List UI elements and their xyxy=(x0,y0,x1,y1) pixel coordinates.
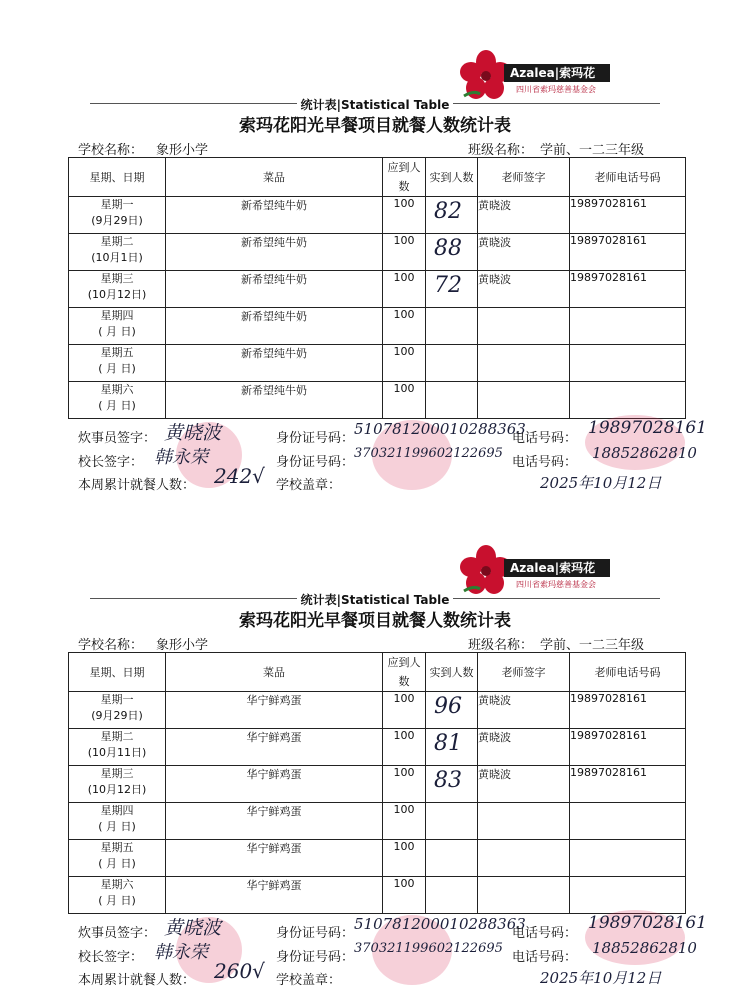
weekday: 星期一 xyxy=(100,693,134,706)
table-header-row xyxy=(69,653,686,692)
logo-brand-en: Azalea xyxy=(510,66,555,80)
dish-cell: 新希望纯牛奶 xyxy=(166,271,383,308)
principal-sign-label: 校长签字： xyxy=(78,950,144,965)
day-cell xyxy=(69,692,166,729)
weekday: 星期五 xyxy=(100,841,134,854)
teacher-sign: 黄晓波 xyxy=(478,197,570,234)
actual-count-cell xyxy=(426,234,478,271)
header-planned: 应到人数 xyxy=(383,158,426,197)
day-cell xyxy=(69,345,166,382)
actual-count: 83 xyxy=(434,768,462,793)
cook-signature: 黄晓波 xyxy=(164,422,222,444)
cook-phone-label: 电话号码： xyxy=(512,926,578,941)
day-cell xyxy=(69,840,166,877)
day-cell xyxy=(69,382,166,419)
teacher-sign: 黄晓波 xyxy=(478,766,570,803)
teacher-sign: 黄晓波 xyxy=(478,234,570,271)
planned-count: 100 xyxy=(383,692,426,729)
principal-id-number: 370321199602122695 xyxy=(354,446,503,461)
weekday: 星期二 xyxy=(100,235,134,248)
teacher-sign xyxy=(478,803,570,840)
statistical-table-label: 统计表|Statistical Table xyxy=(0,96,750,113)
school-seal-label: 学校盖章： xyxy=(276,478,342,493)
cook-id-label: 身份证号码： xyxy=(276,926,355,941)
school-name: 象形小学 xyxy=(156,638,209,653)
date: (9月29日) xyxy=(91,709,143,722)
cook-phone-number: 19897028161 xyxy=(588,418,707,438)
weekly-total-value: 242√ xyxy=(214,464,265,488)
dish-cell: 新希望纯牛奶 xyxy=(166,382,383,419)
report-date: 2025年10月12日 xyxy=(540,474,662,492)
cook-sign-label: 炊事员签字： xyxy=(78,926,157,941)
day-cell xyxy=(69,234,166,271)
cook-id-label: 身份证号码： xyxy=(276,431,355,446)
table-row xyxy=(69,877,686,914)
day-cell xyxy=(69,271,166,308)
actual-count-cell xyxy=(426,271,478,308)
cook-sign-label: 炊事员签字： xyxy=(78,431,157,446)
teacher-phone: 19897028161 xyxy=(570,766,686,803)
logo-brand-cn: 索玛花 xyxy=(559,66,596,80)
actual-count-cell xyxy=(426,840,478,877)
actual-count-cell xyxy=(426,766,478,803)
weekday: 星期六 xyxy=(100,383,134,396)
actual-count-cell xyxy=(426,803,478,840)
weekday: 星期六 xyxy=(100,878,134,891)
teacher-phone: 19897028161 xyxy=(570,692,686,729)
planned-count: 100 xyxy=(383,234,426,271)
statistical-table-label: 统计表|Statistical Table xyxy=(0,591,750,608)
day-cell xyxy=(69,877,166,914)
table-row xyxy=(69,271,686,308)
cook-id-number: 510781200010288363 xyxy=(354,420,526,438)
dish-cell: 华宁鲜鸡蛋 xyxy=(166,840,383,877)
weekday: 星期四 xyxy=(100,804,134,817)
table-row xyxy=(69,345,686,382)
planned-count: 100 xyxy=(383,308,426,345)
foundation-logo xyxy=(460,545,620,595)
grade-value: 学前、一二三年级 xyxy=(540,143,645,158)
grade-label: 班级名称： xyxy=(468,143,534,158)
grade-value: 学前、一二三年级 xyxy=(540,638,645,653)
weekly-total-value: 260√ xyxy=(214,959,265,983)
cook-id-number: 510781200010288363 xyxy=(354,915,526,933)
principal-signature: 韩永荣 xyxy=(154,942,208,963)
day-cell xyxy=(69,308,166,345)
logo-brand-bar: Azalea|索玛花 xyxy=(504,64,610,82)
dish-cell: 新希望纯牛奶 xyxy=(166,345,383,382)
actual-count-cell xyxy=(426,382,478,419)
date: (9月29日) xyxy=(91,214,143,227)
school-name: 象形小学 xyxy=(156,143,209,158)
header-teacher-phone: 老师电话号码 xyxy=(570,653,686,692)
header-dish: 菜品 xyxy=(166,158,383,197)
table-row xyxy=(69,234,686,271)
weekday: 星期五 xyxy=(100,346,134,359)
weekly-total-label: 本周累计就餐人数： xyxy=(78,478,196,493)
planned-count: 100 xyxy=(383,840,426,877)
school-seal-label: 学校盖章： xyxy=(276,973,342,988)
teacher-phone: 19897028161 xyxy=(570,197,686,234)
weekday: 星期三 xyxy=(100,767,134,780)
logo-brand-bar: Azalea|索玛花 xyxy=(504,559,610,577)
dish-cell: 华宁鲜鸡蛋 xyxy=(166,729,383,766)
header-actual: 实到人数 xyxy=(426,158,478,197)
cook-signature: 黄晓波 xyxy=(164,917,222,939)
actual-count: 81 xyxy=(434,731,462,756)
teacher-sign: 黄晓波 xyxy=(478,271,570,308)
date: ( 月 日) xyxy=(98,399,136,412)
teacher-sign xyxy=(478,840,570,877)
principal-phone-number: 18852862810 xyxy=(592,939,697,957)
teacher-phone xyxy=(570,345,686,382)
actual-count-cell xyxy=(426,197,478,234)
teacher-sign: 黄晓波 xyxy=(478,729,570,766)
logo-brand-en: Azalea xyxy=(510,561,555,575)
sheet-title: 索玛花阳光早餐项目就餐人数统计表 xyxy=(239,611,511,631)
attendance-table xyxy=(68,652,686,914)
principal-id-label: 身份证号码： xyxy=(276,950,355,965)
dish-cell: 新希望纯牛奶 xyxy=(166,197,383,234)
foundation-logo xyxy=(460,50,620,100)
actual-count-cell xyxy=(426,692,478,729)
header-day-date: 星期、日期 xyxy=(69,653,166,692)
dish-cell: 华宁鲜鸡蛋 xyxy=(166,766,383,803)
planned-count: 100 xyxy=(383,729,426,766)
day-cell xyxy=(69,766,166,803)
date: (10月12日) xyxy=(87,783,147,796)
grade-label: 班级名称： xyxy=(468,638,534,653)
cook-phone-label: 电话号码： xyxy=(512,431,578,446)
table-row xyxy=(69,382,686,419)
school-label: 学校名称： xyxy=(78,143,144,158)
planned-count: 100 xyxy=(383,803,426,840)
header-teacher-sign: 老师签字 xyxy=(478,158,570,197)
teacher-phone: 19897028161 xyxy=(570,234,686,271)
teacher-phone xyxy=(570,840,686,877)
teacher-sign xyxy=(478,345,570,382)
date: ( 月 日) xyxy=(98,362,136,375)
weekly-total-label: 本周累计就餐人数： xyxy=(78,973,196,988)
teacher-phone xyxy=(570,308,686,345)
teacher-sign xyxy=(478,382,570,419)
actual-count-cell xyxy=(426,877,478,914)
actual-count: 96 xyxy=(434,694,462,719)
table-row xyxy=(69,692,686,729)
principal-id-number: 370321199602122695 xyxy=(354,941,503,956)
day-cell xyxy=(69,729,166,766)
date: ( 月 日) xyxy=(98,857,136,870)
actual-count: 82 xyxy=(434,199,462,224)
header-planned: 应到人数 xyxy=(383,653,426,692)
teacher-sign: 黄晓波 xyxy=(478,692,570,729)
teacher-sign xyxy=(478,877,570,914)
date: (10月1日) xyxy=(91,251,143,264)
table-row xyxy=(69,766,686,803)
actual-count: 72 xyxy=(434,273,462,298)
date: ( 月 日) xyxy=(98,820,136,833)
school-label: 学校名称： xyxy=(78,638,144,653)
actual-count-cell xyxy=(426,308,478,345)
teacher-phone xyxy=(570,877,686,914)
teacher-phone: 19897028161 xyxy=(570,271,686,308)
header-teacher-phone: 老师电话号码 xyxy=(570,158,686,197)
sheet-title: 索玛花阳光早餐项目就餐人数统计表 xyxy=(239,116,511,136)
logo-org-name: 四川省索玛慈善基金会 xyxy=(516,580,596,589)
principal-phone-label: 电话号码： xyxy=(512,950,578,965)
planned-count: 100 xyxy=(383,197,426,234)
weekday: 星期三 xyxy=(100,272,134,285)
planned-count: 100 xyxy=(383,271,426,308)
dish-cell: 华宁鲜鸡蛋 xyxy=(166,877,383,914)
dish-cell: 华宁鲜鸡蛋 xyxy=(166,803,383,840)
principal-id-label: 身份证号码： xyxy=(276,455,355,470)
dish-cell: 新希望纯牛奶 xyxy=(166,308,383,345)
table-row xyxy=(69,308,686,345)
actual-count: 88 xyxy=(434,236,462,261)
table-row xyxy=(69,729,686,766)
weekday: 星期二 xyxy=(100,730,134,743)
date: (10月12日) xyxy=(87,288,147,301)
actual-count-cell xyxy=(426,729,478,766)
date: ( 月 日) xyxy=(98,894,136,907)
statistics-sheet-eggs xyxy=(0,495,750,990)
table-row xyxy=(69,197,686,234)
dish-cell: 新希望纯牛奶 xyxy=(166,234,383,271)
table-row xyxy=(69,803,686,840)
principal-signature: 韩永荣 xyxy=(154,447,208,468)
table-row xyxy=(69,840,686,877)
table-header-row xyxy=(69,158,686,197)
day-cell xyxy=(69,197,166,234)
cook-phone-number: 19897028161 xyxy=(588,913,707,933)
principal-phone-number: 18852862810 xyxy=(592,444,697,462)
actual-count-cell xyxy=(426,345,478,382)
teacher-phone xyxy=(570,382,686,419)
logo-brand-cn: 索玛花 xyxy=(559,561,596,575)
report-date: 2025年10月12日 xyxy=(540,969,662,987)
principal-phone-label: 电话号码： xyxy=(512,455,578,470)
planned-count: 100 xyxy=(383,877,426,914)
header-dish: 菜品 xyxy=(166,653,383,692)
teacher-sign xyxy=(478,308,570,345)
date: (10月11日) xyxy=(87,746,147,759)
statistics-sheet-milk xyxy=(0,0,750,495)
header-day-date: 星期、日期 xyxy=(69,158,166,197)
teacher-phone xyxy=(570,803,686,840)
planned-count: 100 xyxy=(383,345,426,382)
dish-cell: 华宁鲜鸡蛋 xyxy=(166,692,383,729)
header-actual: 实到人数 xyxy=(426,653,478,692)
header-teacher-sign: 老师签字 xyxy=(478,653,570,692)
principal-sign-label: 校长签字： xyxy=(78,455,144,470)
date: ( 月 日) xyxy=(98,325,136,338)
teacher-phone: 19897028161 xyxy=(570,729,686,766)
planned-count: 100 xyxy=(383,382,426,419)
weekday: 星期一 xyxy=(100,198,134,211)
attendance-table xyxy=(68,157,686,419)
weekday: 星期四 xyxy=(100,309,134,322)
logo-org-name: 四川省索玛慈善基金会 xyxy=(516,85,596,94)
planned-count: 100 xyxy=(383,766,426,803)
day-cell xyxy=(69,803,166,840)
